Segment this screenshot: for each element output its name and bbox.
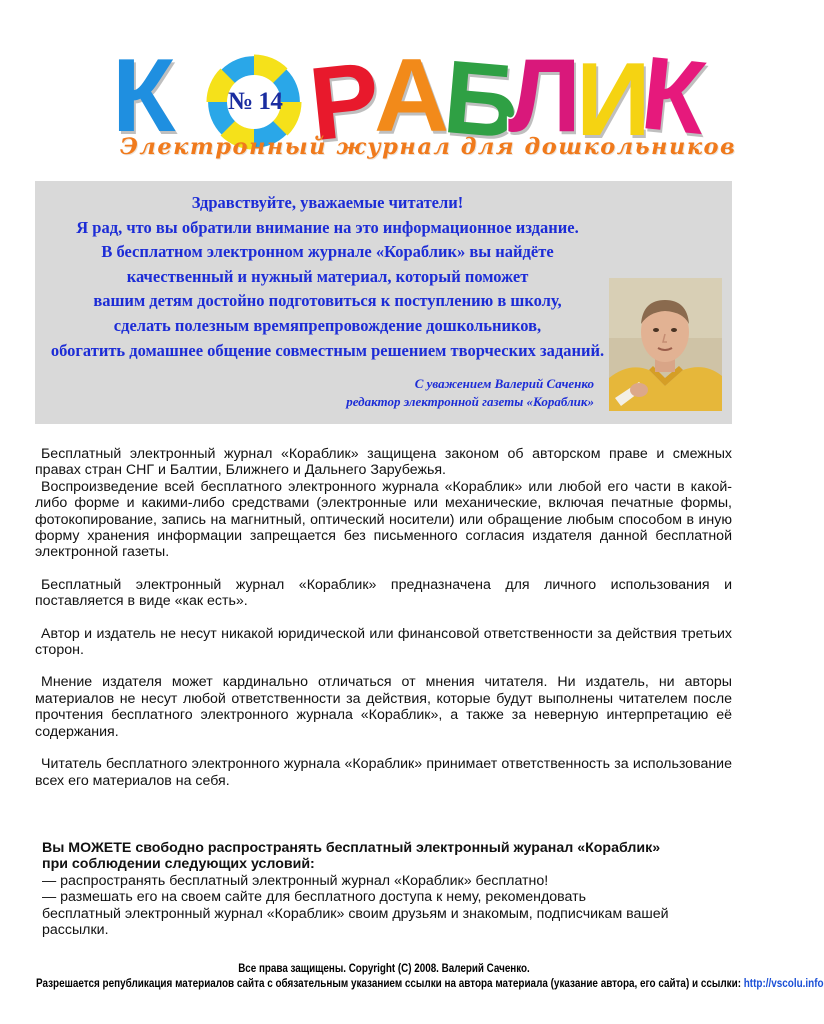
issue-number: № 14 xyxy=(228,88,283,115)
signature-name: С уважением Валерий Саченко xyxy=(414,376,594,391)
terms-heading: Вы МОЖЕТЕ свободно распространять бесплатный электронный журанал «Кораблик» xyxy=(42,840,661,856)
site-link[interactable]: http://vscolu.info xyxy=(743,976,824,990)
terms-heading: при соблюдении следующих условий: xyxy=(42,856,315,873)
terms-line: рассылки. xyxy=(42,922,109,939)
logo-letter-l: Л xyxy=(508,38,581,154)
notice-paragraph: Мнение издателя может кардинально отличаться от мнения читателя. Ни издатель, ни авторы материалов не несут любой ответственности за действия, которые будут выполнены читателем после прочтения бесплатного электронного журнала «Кораблик», а также за неверную интерпретацию её содержания. xyxy=(35,674,732,740)
magazine-subtitle: Электронный журнал для дошкольников xyxy=(120,134,737,160)
greeting-text xyxy=(35,191,620,363)
editor-portrait-image xyxy=(609,278,722,411)
republication-notice xyxy=(36,976,824,990)
logo-letter-k2: К xyxy=(636,34,712,158)
notice-paragraph: Воспроизведение всей бесплатного электронного журнала «Кораблик» или любой его части в какой-либо форме и какими-либо средствами (электронные или механические, включая печатные формы, фотокопирование, запись на магнитный, оптический носители) или обращение любым способом в иную форму хранения информации запрещается без письменного согласия издателя данной бесплатной электронной газеты. xyxy=(35,478,732,561)
notice-paragraph: Бесплатный электронный журнал «Кораблик» защищена законом об авторском праве и смежных правах стран СНГ и Балтии, Ближнего и Дальнего Зарубежья. xyxy=(35,446,732,479)
greeting-line: Я рад, что вы обратили внимание на это информационное издание. xyxy=(76,217,579,237)
logo-letter-a: А xyxy=(374,38,450,154)
notice-paragraph: Автор и издатель не несут никакой юридической или финансовой ответственности за действия третьих сторон. xyxy=(35,625,732,659)
logo-letter-r: Р xyxy=(304,40,386,164)
greeting-line: вашим детям достойно подготовиться к поступлению в школу, xyxy=(93,291,562,311)
greeting-line: качественный и нужный материал, который поможет xyxy=(126,266,529,286)
legal-notice xyxy=(35,446,732,789)
greeting-line: обогатить домашнее общение совместным решением творческих заданий. xyxy=(50,340,605,360)
signature-role: редактор электронной газеты «Кораблик» xyxy=(346,394,594,409)
editor-greeting-box xyxy=(35,181,732,424)
terms-line: бесплатный электронный журнал «Кораблик» своим друзьям и знакомым, подписчикам вашей xyxy=(42,905,669,922)
logo-letter-i: И xyxy=(576,42,651,158)
logo-letter-b: Б xyxy=(439,38,524,162)
terms-line: — распространять бесплатный электронный журнал «Кораблик» бесплатно! xyxy=(42,872,549,889)
greeting-line: Здравствуйте, уважаемые читатели! xyxy=(191,193,464,212)
notice-paragraph: Бесплатный электронный журнал «Кораблик» предназначена для личного использования и поставляется в виде «как есть». xyxy=(35,576,732,610)
logo-letter-k: К xyxy=(112,38,176,154)
republication-text: Разрешается републикация материалов сайта с обязательным указанием ссылки на автора материала (указание автора, его сайта) и ссылки: xyxy=(36,976,741,990)
copyright-notice: Все права защищены. Copyright (C) 2008. Валерий Саченко. xyxy=(238,961,530,975)
editor-photo xyxy=(609,278,722,411)
greeting-line: В бесплатном электронном журнале «Кораблик» вы найдёте xyxy=(101,242,554,262)
distribution-terms xyxy=(42,840,732,938)
terms-line: — размешать его на своем сайте для бесплатного доступа к нему, рекомендовать xyxy=(42,889,586,906)
editor-signature xyxy=(346,375,594,411)
notice-paragraph: Читатель бесплатного электронного журнала «Кораблик» принимает ответственность за использование всех его материалов на себя. xyxy=(35,756,732,789)
greeting-line: сделать полезным времяпрепровождение дошкольников, xyxy=(113,315,542,335)
